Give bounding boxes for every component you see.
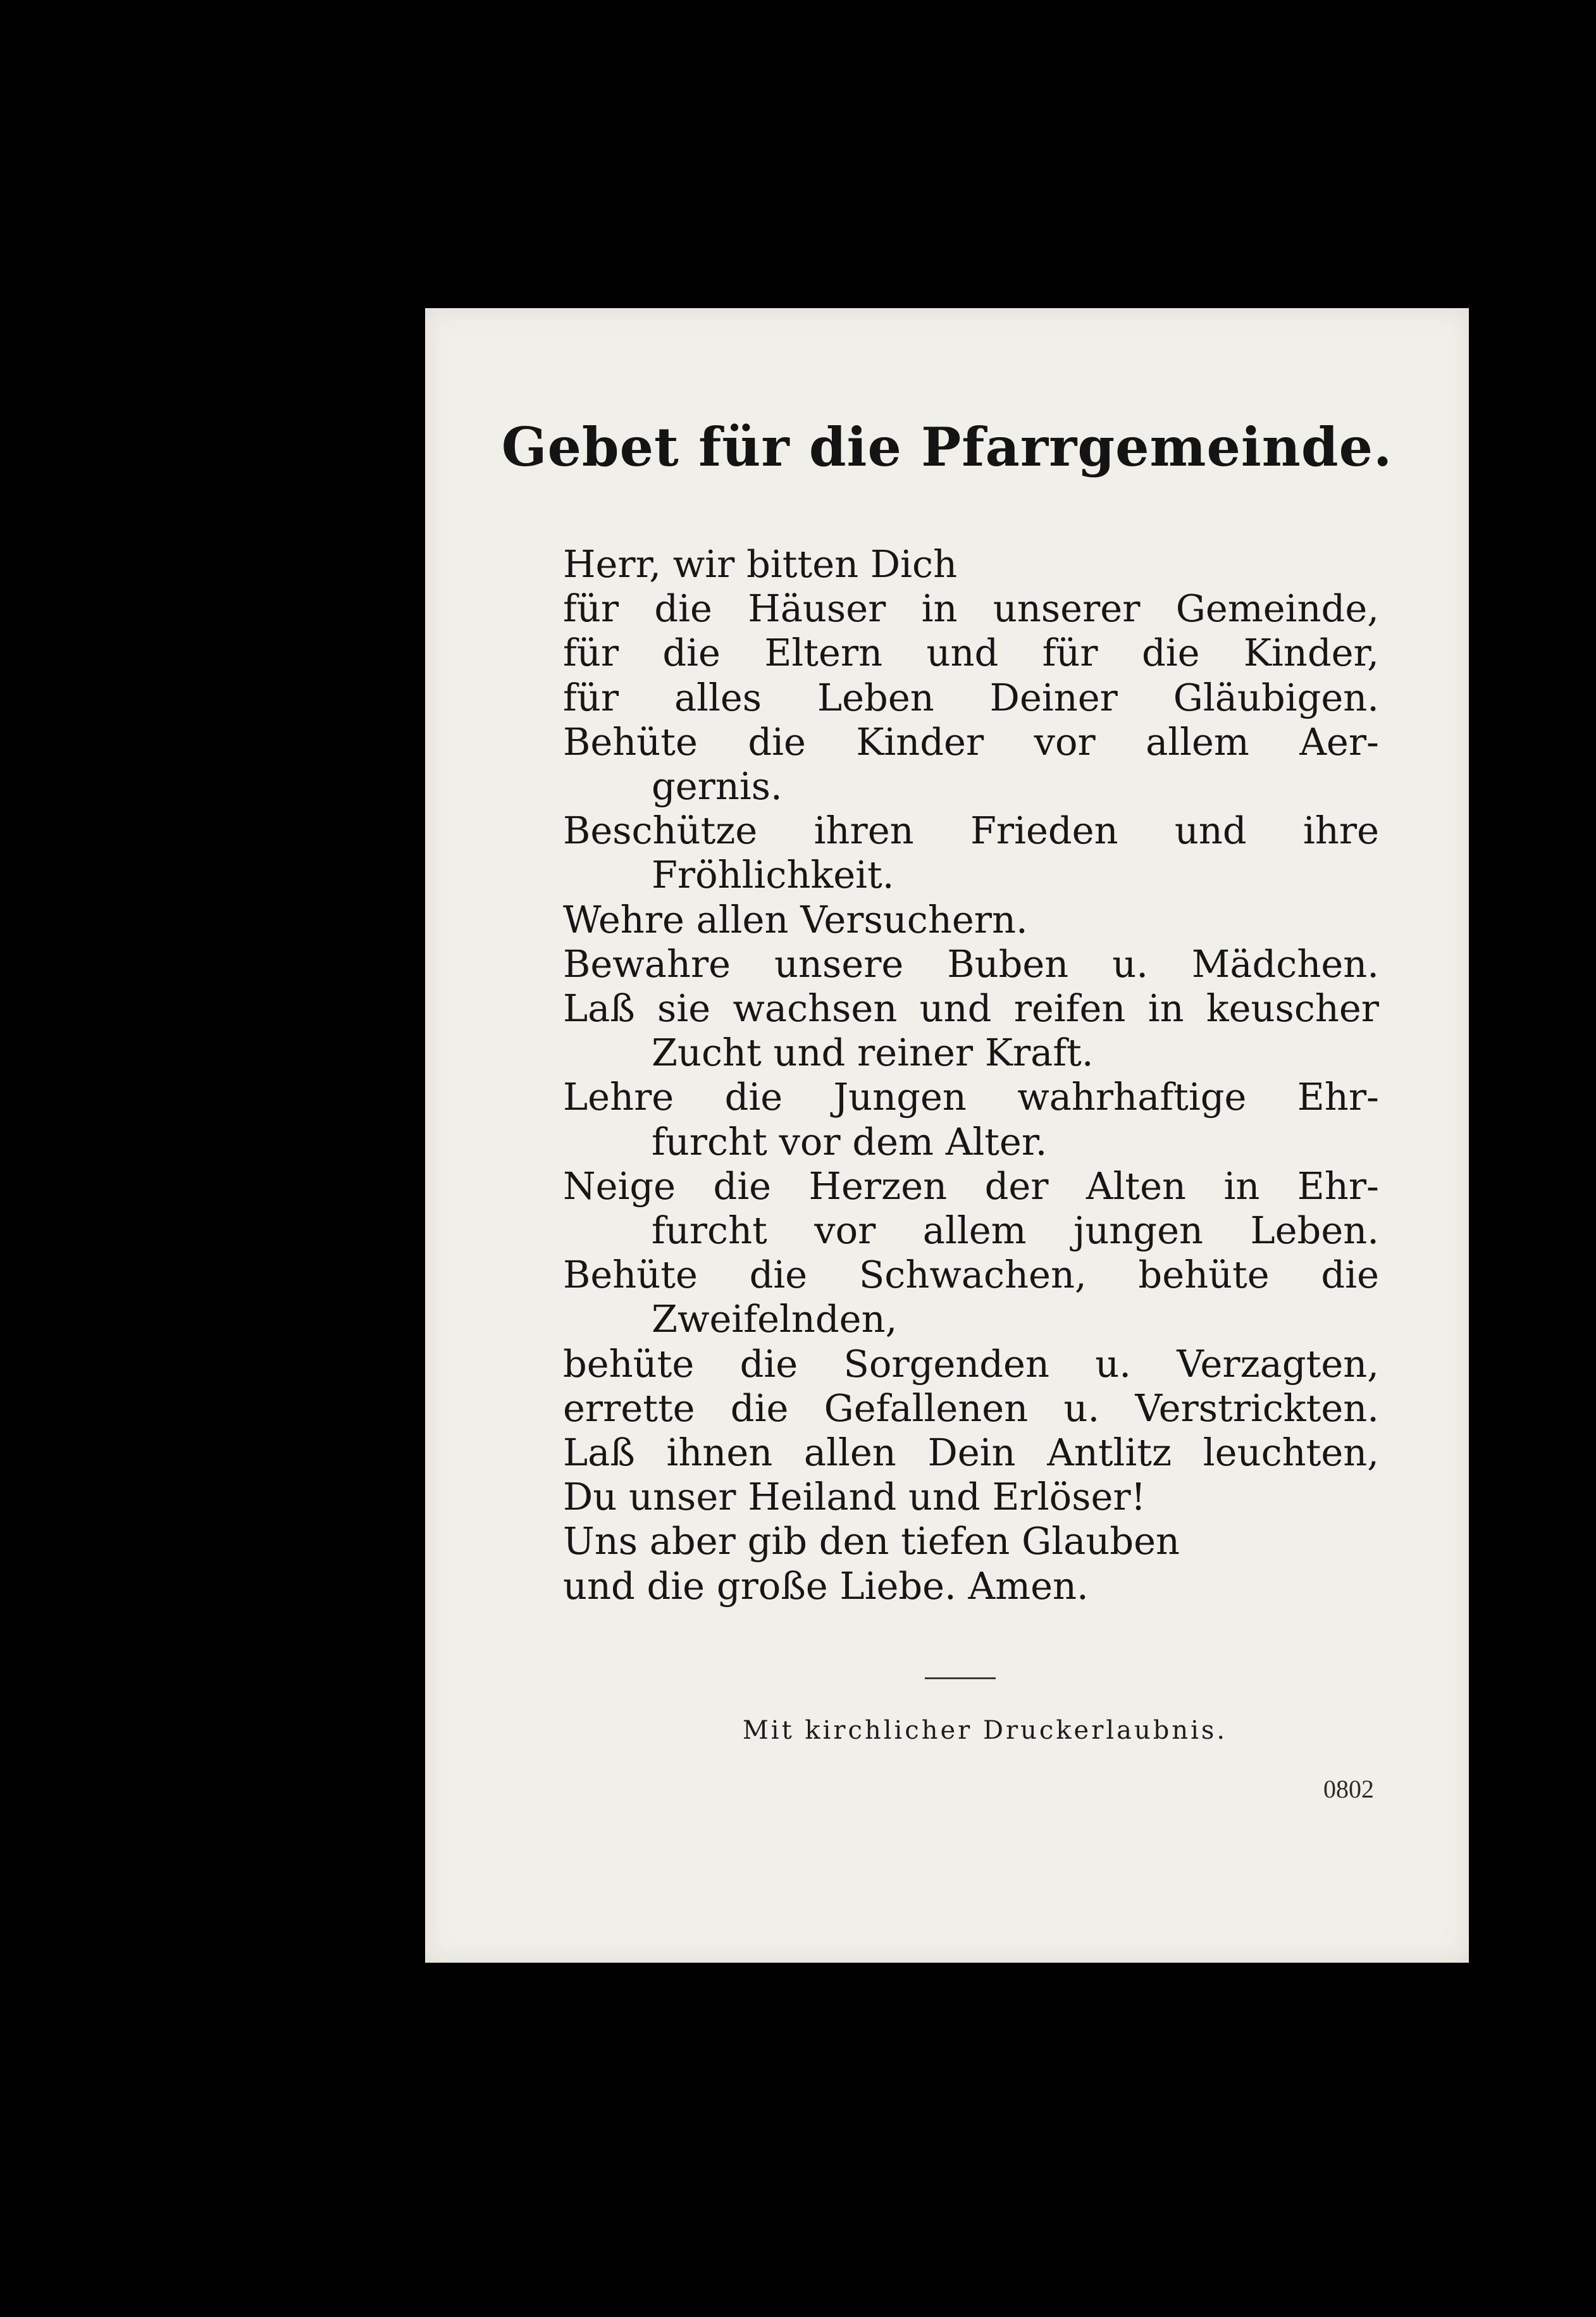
prayer-line: Laß ihnen allen Dein Antlitz leuchten, xyxy=(563,1431,1379,1475)
prayer-line: Beschütze ihren Frieden und ihre xyxy=(563,809,1379,853)
prayer-line: furcht vor allem jungen Leben. xyxy=(652,1208,1379,1253)
divider xyxy=(925,1677,996,1679)
prayer-line: Herr, wir bitten Dich xyxy=(563,542,958,586)
prayer-line: Neige die Herzen der Alten in Ehr- xyxy=(563,1164,1379,1208)
prayer-line: gernis. xyxy=(652,764,783,809)
prayer-line: Bewahre unsere Buben u. Mädchen. xyxy=(563,941,1379,986)
prayer-line: für die Häuser in unserer Gemeinde, xyxy=(563,587,1379,631)
prayer-line: Behüte die Kinder vor allem Aer- xyxy=(563,719,1379,764)
prayer-line: Lehre die Jungen wahrhaftige Ehr- xyxy=(563,1075,1379,1119)
card-number: 0802 xyxy=(1323,1775,1374,1803)
imprimatur-note: Mit kirchlicher Druckerlaubnis. xyxy=(742,1716,1228,1745)
prayer-line: Behüte die Schwachen, behüte die xyxy=(563,1253,1379,1297)
prayer-line: Laß sie wachsen und reifen in keuscher xyxy=(563,986,1379,1031)
prayer-line: und die große Liebe. Amen. xyxy=(563,1563,1089,1608)
prayer-card xyxy=(425,308,1469,1963)
prayer-line: Wehre allen Versuchern. xyxy=(563,897,1028,941)
prayer-line: furcht vor dem Alter. xyxy=(652,1119,1048,1164)
prayer-text xyxy=(563,542,1379,1608)
prayer-line: Zucht und reiner Kraft. xyxy=(652,1031,1094,1075)
prayer-title: Gebet für die Pfarrgemeinde. xyxy=(501,416,1393,478)
prayer-line: errette die Gefallenen u. Verstrickten. xyxy=(563,1386,1379,1430)
prayer-line: Uns aber gib den tiefen Glauben xyxy=(563,1519,1180,1563)
prayer-line: Du unser Heiland und Erlöser! xyxy=(563,1475,1146,1519)
prayer-line: behüte die Sorgenden u. Verzagten, xyxy=(563,1341,1379,1386)
prayer-line: Zweifelnden, xyxy=(652,1297,898,1341)
prayer-line: für die Eltern und für die Kinder, xyxy=(563,631,1379,675)
prayer-line: Fröhlichkeit. xyxy=(652,853,894,897)
prayer-line: für alles Leben Deiner Gläubigen. xyxy=(563,675,1379,719)
